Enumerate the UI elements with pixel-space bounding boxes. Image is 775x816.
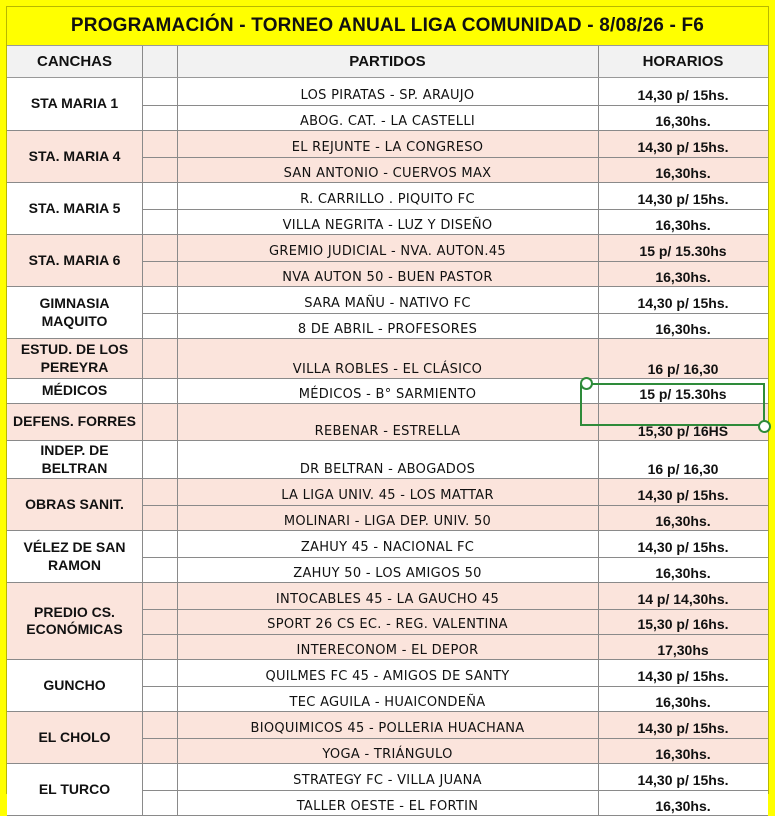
- selection-handle-bottom-right[interactable]: [758, 420, 771, 433]
- header-canchas: CANCHAS: [37, 53, 112, 70]
- match-teams: INTERECONOM - EL DEPOR: [296, 642, 479, 658]
- match-row: [142, 131, 768, 157]
- match-row: [142, 634, 768, 660]
- match-row: [142, 261, 768, 287]
- cancha-name: GUNCHO: [43, 676, 106, 693]
- match-time: 14,30 p/ 15hs.: [637, 139, 729, 155]
- match-time: 16,30hs.: [655, 113, 711, 129]
- match-row: [142, 660, 768, 686]
- selection-handle-top-left[interactable]: [580, 377, 593, 390]
- match-time: 15 p/ 15.30hs: [639, 386, 727, 402]
- match-row: [142, 609, 768, 635]
- match-time: 14,30 p/ 15hs.: [637, 720, 729, 736]
- match-teams: R. CARRILLO . PIQUITO FC: [300, 192, 475, 207]
- match-teams: ZAHUY 50 - LOS AMIGOS 50: [293, 566, 482, 581]
- cancha-name: MÉDICOS: [41, 382, 108, 399]
- match-time: 14,30 p/ 15hs.: [637, 86, 729, 103]
- cancha-group: [7, 531, 768, 583]
- match-teams: 8 DE ABRIL - PROFESORES: [297, 322, 478, 337]
- match-time: 15 p/ 15.30hs: [639, 243, 727, 259]
- match-teams: ZAHUY 45 - NACIONAL FC: [300, 540, 475, 555]
- header-partidos: PARTIDOS: [349, 53, 426, 70]
- cancha-name: GIMNASIA MAQUITO: [39, 295, 110, 329]
- match-time: 14,30 p/ 15hs.: [637, 668, 729, 684]
- cancha-group: [7, 660, 768, 712]
- match-teams: VILLA NEGRITA - LUZ Y DISEÑO: [282, 218, 493, 233]
- match-time: 16,30hs.: [655, 321, 711, 337]
- match-teams: BIOQUIMICOS 45 - POLLERIA HUACHANA: [250, 721, 525, 736]
- match-teams: LA LIGA UNIV. 45 - LOS MATTAR: [281, 488, 494, 503]
- cancha-group: [7, 339, 768, 379]
- match-row: [142, 441, 768, 479]
- match-teams: ABOG. CAT. - LA CASTELLI: [299, 114, 476, 129]
- cancha-name: EL TURCO: [38, 780, 111, 797]
- match-time: 16 p/ 16,30: [647, 461, 719, 477]
- match-time: 14,30 p/ 15hs.: [637, 295, 729, 311]
- match-teams: TALLER OESTE - EL FORTIN: [296, 799, 479, 814]
- cancha-group: [7, 441, 768, 479]
- cancha-group: [7, 287, 768, 339]
- match-time: 16,30hs.: [655, 269, 711, 285]
- match-row: [142, 235, 768, 261]
- cancha-name: ESTUD. DE LOS PEREYRA: [20, 341, 129, 375]
- match-row: [142, 78, 768, 105]
- match-teams: YOGA - TRIÁNGULO: [322, 747, 453, 762]
- match-teams: DR BELTRAN - ABOGADOS: [299, 462, 476, 477]
- match-time: 14,30 p/ 15hs.: [637, 772, 729, 788]
- cancha-name: VÉLEZ DE SAN RAMON: [23, 539, 126, 573]
- match-row: [142, 313, 768, 339]
- match-time: 16,30hs.: [655, 513, 711, 529]
- cancha-name: EL CHOLO: [38, 728, 111, 745]
- cancha-name: PREDIO CS. ECONÓMICAS: [26, 603, 123, 637]
- match-row: [142, 764, 768, 790]
- match-row: [142, 105, 768, 132]
- cancha-name: OBRAS SANIT.: [25, 495, 124, 512]
- cancha-name: STA. MARIA 6: [28, 251, 121, 268]
- match-row: [142, 712, 768, 738]
- cancha-name: DEFENS. FORRES: [13, 413, 136, 430]
- match-row: [142, 686, 768, 712]
- match-teams: REBENAR - ESTRELLA: [314, 424, 461, 439]
- cancha-group: [7, 183, 768, 235]
- match-row: [142, 157, 768, 183]
- match-teams: MOLINARI - LIGA DEP. UNIV. 50: [283, 514, 492, 529]
- match-time: 16,30hs.: [655, 165, 711, 181]
- cancha-name: INDEP. DE BELTRAN: [40, 442, 109, 476]
- match-time: 16 p/ 16,30: [647, 361, 719, 377]
- match-row: [142, 339, 768, 379]
- match-teams: QUILMES FC 45 - AMIGOS DE SANTY: [265, 669, 510, 684]
- match-row: [142, 209, 768, 235]
- cancha-group: [7, 235, 768, 287]
- match-time: 15,30 p/ 16hs.: [637, 616, 729, 633]
- match-time: 16,30hs.: [655, 746, 711, 762]
- cancha-group: [7, 712, 768, 764]
- match-teams: SAN ANTONIO - CUERVOS MAX: [283, 166, 492, 181]
- match-row: [142, 583, 768, 609]
- match-row: [142, 790, 768, 816]
- match-time: 16,30hs.: [655, 694, 711, 710]
- match-time: 15,30 p/ 16HS: [637, 423, 729, 439]
- match-time: 16,30hs.: [655, 217, 711, 233]
- match-teams: SARA MAÑU - NATIVO FC: [304, 296, 471, 311]
- match-time: 14,30 p/ 15hs.: [637, 487, 729, 503]
- header-horarios: HORARIOS: [642, 53, 724, 70]
- match-row: [142, 505, 768, 531]
- match-teams: MÉDICOS - B° SARMIENTO: [298, 387, 477, 402]
- match-time: 16,30hs.: [655, 798, 711, 814]
- match-teams: NVA AUTON 50 - BUEN PASTOR: [282, 270, 493, 285]
- match-teams: TEC AGUILA - HUAICONDEÑA: [289, 695, 486, 710]
- cell-selection-box[interactable]: [580, 383, 765, 426]
- cancha-group: [7, 131, 768, 183]
- match-row: [142, 183, 768, 209]
- cancha-name: STA. MARIA 4: [28, 147, 121, 164]
- match-time: 14,30 p/ 15hs.: [637, 191, 729, 207]
- cancha-group: [7, 764, 768, 816]
- cancha-group: [7, 583, 768, 660]
- match-row: [142, 287, 768, 313]
- match-teams: STRATEGY FC - VILLA JUANA: [293, 773, 482, 788]
- match-teams: GREMIO JUDICIAL - NVA. AUTON.45: [269, 244, 506, 259]
- table-header: [7, 45, 768, 78]
- cancha-name: STA. MARIA 5: [28, 199, 121, 216]
- match-row: [142, 531, 768, 557]
- match-teams: LOS PIRATAS - SP. ARAUJO: [300, 87, 475, 103]
- cancha-group: [7, 479, 768, 531]
- match-row: [142, 557, 768, 583]
- cancha-name: STA MARIA 1: [30, 95, 119, 112]
- match-teams: SPORT 26 CS EC. - REG. VALENTINA: [267, 617, 508, 633]
- match-row: [142, 738, 768, 764]
- match-time: 17,30hs: [657, 641, 709, 658]
- match-teams: INTOCABLES 45 - LA GAUCHO 45: [275, 591, 500, 607]
- match-time: 16,30hs.: [655, 565, 711, 581]
- sheet-title: PROGRAMACIÓN - TORNEO ANUAL LIGA COMUNIDAD - 8/08/26 - F6: [7, 7, 768, 45]
- match-teams: EL REJUNTE - LA CONGRESO: [291, 140, 484, 155]
- match-time: 14,30 p/ 15hs.: [637, 539, 729, 555]
- match-teams: VILLA ROBLES - EL CLÁSICO: [292, 362, 483, 377]
- match-row: [142, 479, 768, 505]
- match-time: 14 p/ 14,30hs.: [637, 590, 729, 607]
- cancha-group: [7, 78, 768, 131]
